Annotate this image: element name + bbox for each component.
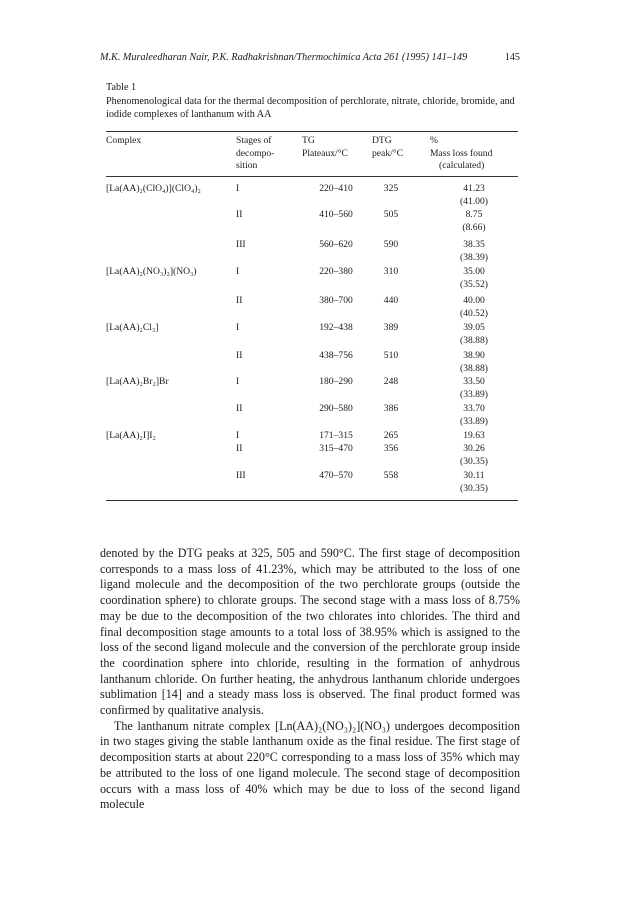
cell-stage: I xyxy=(236,266,240,277)
cell-mass-calc: (30.35) xyxy=(460,456,488,467)
header-tg-line: Plateaux/°C xyxy=(302,147,348,159)
paragraph: The lanthanum nitrate complex [Ln(AA)₂(NO₃)₂](NO₃) undergoes decomposition in two stages giving the stable lanthanum oxide as the final residue. The first stage of decomposition starts at about 220°C corresponding to a mass loss of 35% which may be attributed to the loss of one ligand molecule. The second stage of decomposition occurs with a mass loss of 40% which may be due to loss of the second ligand molecule xyxy=(100,718,520,812)
header-stages xyxy=(236,135,274,173)
header-tg xyxy=(302,135,348,160)
cell-mass-found: 38.90 xyxy=(463,350,485,361)
page-number: 145 xyxy=(504,52,520,63)
cell-mass-calc: (38.88) xyxy=(460,363,488,374)
paragraph: denoted by the DTG peaks at 325, 505 and 590°C. The first stage of decomposition corresponds to a mass loss of 41.23%, which may be attributed to the loss of one ligand molecule and the decomposition of the two perchlorate groups (outside the coordination sphere) to chlorate groups. The second stage with a mass loss of 8.75% may be due to the decomposition of the two chlorates into chlorides. The third and final decomposition stage amounts to a total loss of 38.95% which is assigned to the loss of the second ligand molecule and the conversion of the perchlorate group inside the coordination sphere into chloride, resulting in the formation of anhydrous lanthanum chloride. On further heating, the anhydrous lanthanum chloride undergoes sublimation [14] and a steady mass loss is observed. The final product formed was confirmed by qualitative analysis. xyxy=(100,546,520,718)
header-mass-line: Mass loss found xyxy=(430,147,493,159)
cell-mass-calc: (38.39) xyxy=(460,252,488,263)
cell-stage: I xyxy=(236,430,240,441)
cell-tg: 380–700 xyxy=(319,295,353,306)
cell-mass-found: 33.50 xyxy=(463,376,485,387)
running-head xyxy=(100,52,520,63)
cell-tg: 220–410 xyxy=(319,183,353,194)
cell-mass-calc: (8.66) xyxy=(462,222,486,233)
cell-mass-calc: (40.52) xyxy=(460,308,488,319)
body-text xyxy=(100,546,520,813)
cell-mass-found: 38.35 xyxy=(463,239,485,250)
cell-dtg: 510 xyxy=(383,350,399,361)
cell-dtg: 590 xyxy=(383,239,399,250)
cell-mass-found: 41.23 xyxy=(463,183,485,194)
header-stages-line: sition xyxy=(236,160,258,172)
cell-dtg: 558 xyxy=(383,470,399,481)
header-mass-line: (calculated) xyxy=(439,160,485,172)
cell-tg: 315–470 xyxy=(319,443,353,454)
cell-mass-calc: (41.00) xyxy=(460,196,488,207)
cell-complex: [La(AA)₂(ClO₄)](ClO₄)₂ xyxy=(106,183,201,194)
cell-mass-calc: (30.35) xyxy=(460,483,488,494)
cell-mass-found: 19.63 xyxy=(463,430,485,441)
cell-stage: I xyxy=(236,322,240,333)
cell-stage: II xyxy=(236,350,243,361)
cell-dtg: 389 xyxy=(383,322,399,333)
cell-complex: [La(AA)₂I]I₂ xyxy=(106,430,156,441)
cell-stage: I xyxy=(236,376,240,387)
cell-dtg: 310 xyxy=(383,266,399,277)
header-dtg-line: peak/°C xyxy=(372,147,404,159)
cell-mass-found: 35.00 xyxy=(463,266,485,277)
header-stages-line: Stages of xyxy=(236,135,272,146)
cell-mass-calc: (33.89) xyxy=(460,416,488,427)
table-bottom-rule xyxy=(106,500,518,501)
cell-mass-found: 39.05 xyxy=(463,322,485,333)
cell-tg: 560–620 xyxy=(319,239,353,250)
cell-mass-found: 33.70 xyxy=(463,403,485,414)
running-head-text: M.K. Muraleedharan Nair, P.K. Radhakrishnan/Thermochimica Acta 261 (1995) 141–149 xyxy=(100,52,468,63)
cell-mass-found: 40.00 xyxy=(463,295,485,306)
cell-stage: II xyxy=(236,209,243,220)
cell-dtg: 505 xyxy=(383,209,399,220)
cell-dtg: 325 xyxy=(383,183,399,194)
cell-tg: 192–438 xyxy=(319,322,353,333)
header-mass-loss xyxy=(430,135,492,173)
header-tg-line: TG xyxy=(302,135,315,146)
cell-tg: 290–580 xyxy=(319,403,353,414)
cell-mass-calc: (38.88) xyxy=(460,335,488,346)
header-stages-line: decompo- xyxy=(236,147,275,159)
cell-mass-found: 8.75 xyxy=(465,209,483,220)
cell-tg: 470–570 xyxy=(319,470,353,481)
cell-tg: 180–290 xyxy=(319,376,353,387)
table-header-rule xyxy=(106,176,518,177)
cell-stage: III xyxy=(236,239,246,250)
cell-mass-found: 30.11 xyxy=(463,470,485,481)
cell-mass-calc: (35.52) xyxy=(460,279,488,290)
cell-stage: II xyxy=(236,403,243,414)
cell-complex: [La(AA)₂(NO₃)₂](NO₃) xyxy=(106,266,197,277)
cell-dtg: 265 xyxy=(383,430,399,441)
cell-stage: I xyxy=(236,183,240,194)
cell-complex: [La(AA)₂Cl₃] xyxy=(106,322,159,333)
table-caption: Phenomenological data for the thermal decomposition of perchlorate, nitrate, chloride, bromide, and iodide complexes of lanthanum with AA xyxy=(106,96,515,120)
cell-dtg: 440 xyxy=(383,295,399,306)
header-dtg xyxy=(372,135,403,160)
table-top-rule xyxy=(106,131,518,132)
cell-tg: 220–380 xyxy=(319,266,353,277)
header-mass-line: % xyxy=(430,135,438,146)
cell-tg: 438–756 xyxy=(319,350,353,361)
cell-tg: 171–315 xyxy=(319,430,353,441)
cell-stage: II xyxy=(236,443,243,454)
header-dtg-line: DTG xyxy=(372,135,392,146)
cell-stage: II xyxy=(236,295,243,306)
cell-dtg: 356 xyxy=(383,443,399,454)
header-complex: Complex xyxy=(106,135,142,146)
cell-dtg: 386 xyxy=(383,403,399,414)
cell-mass-calc: (33.89) xyxy=(460,389,488,400)
cell-stage: III xyxy=(236,470,246,481)
table-label: Table 1 xyxy=(106,82,137,93)
cell-mass-found: 30.26 xyxy=(463,443,485,454)
cell-dtg: 248 xyxy=(383,376,399,387)
cell-complex: [La(AA)₂Br₂]Br xyxy=(106,376,169,387)
cell-tg: 410–560 xyxy=(319,209,353,220)
